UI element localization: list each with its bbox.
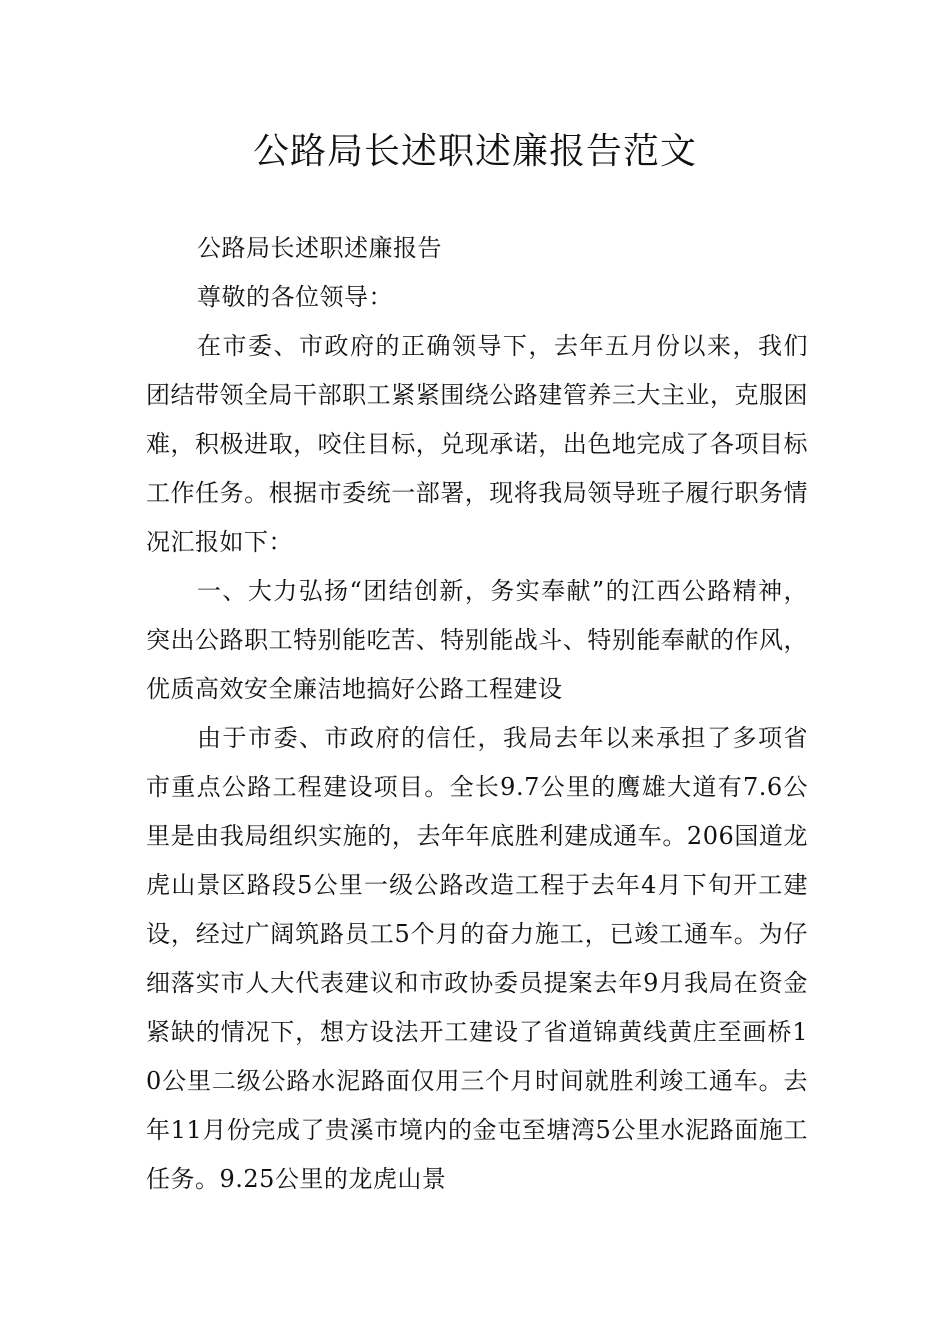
paragraph-section-one-body: 由于市委、市政府的信任，我局去年以来承担了多项省市重点公路工程建设项目。全长9.7公里的鹰雄大道有7.6公里是由我局组织实施的，去年年底胜利建成通车。206国道龙虎山景区路段5公里一级公路改造工程于去年4月下旬开工建设，经过广阔筑路员工5个月的奋力施工，已竣工通车。为仔细落实市人大代表建议和市政协委员提案去年9月我局在资金紧缺的情况下，想方设法开工建设了省道锦黄线黄庄至画桥10公里二级公路水泥路面仅用三个月时间就胜利竣工通车。去年11月份完成了贵溪市境内的金屯至塘湾5公里水泥路面施工任务。9.25公里的龙虎山景 <box>146 724 808 1193</box>
paragraph-heading: 公路局长述职述廉报告 <box>197 234 442 262</box>
document-title: 公路局长述职述廉报告范文 <box>252 131 697 172</box>
paragraph-intro: 在市委、市政府的正确领导下，去年五月份以来，我们团结带领全局干部职工紧紧围绕公路建管养三大主业，克服困难，积极进取，咬住目标，兑现承诺，出色地完成了各项目标工作任务。根据市委统一部署，现将我局领导班子履行职务情况汇报如下： <box>146 332 808 556</box>
document-body <box>146 224 808 1204</box>
paragraph-section-one-heading: 一、大力弘扬“团结创新，务实奉献”的江西公路精神，突出公路职工特别能吃苦、特别能战斗、特别能奉献的作风，优质高效安全廉洁地搞好公路工程建设 <box>146 577 808 703</box>
paragraph-salutation: 尊敬的各位领导： <box>197 283 393 311</box>
